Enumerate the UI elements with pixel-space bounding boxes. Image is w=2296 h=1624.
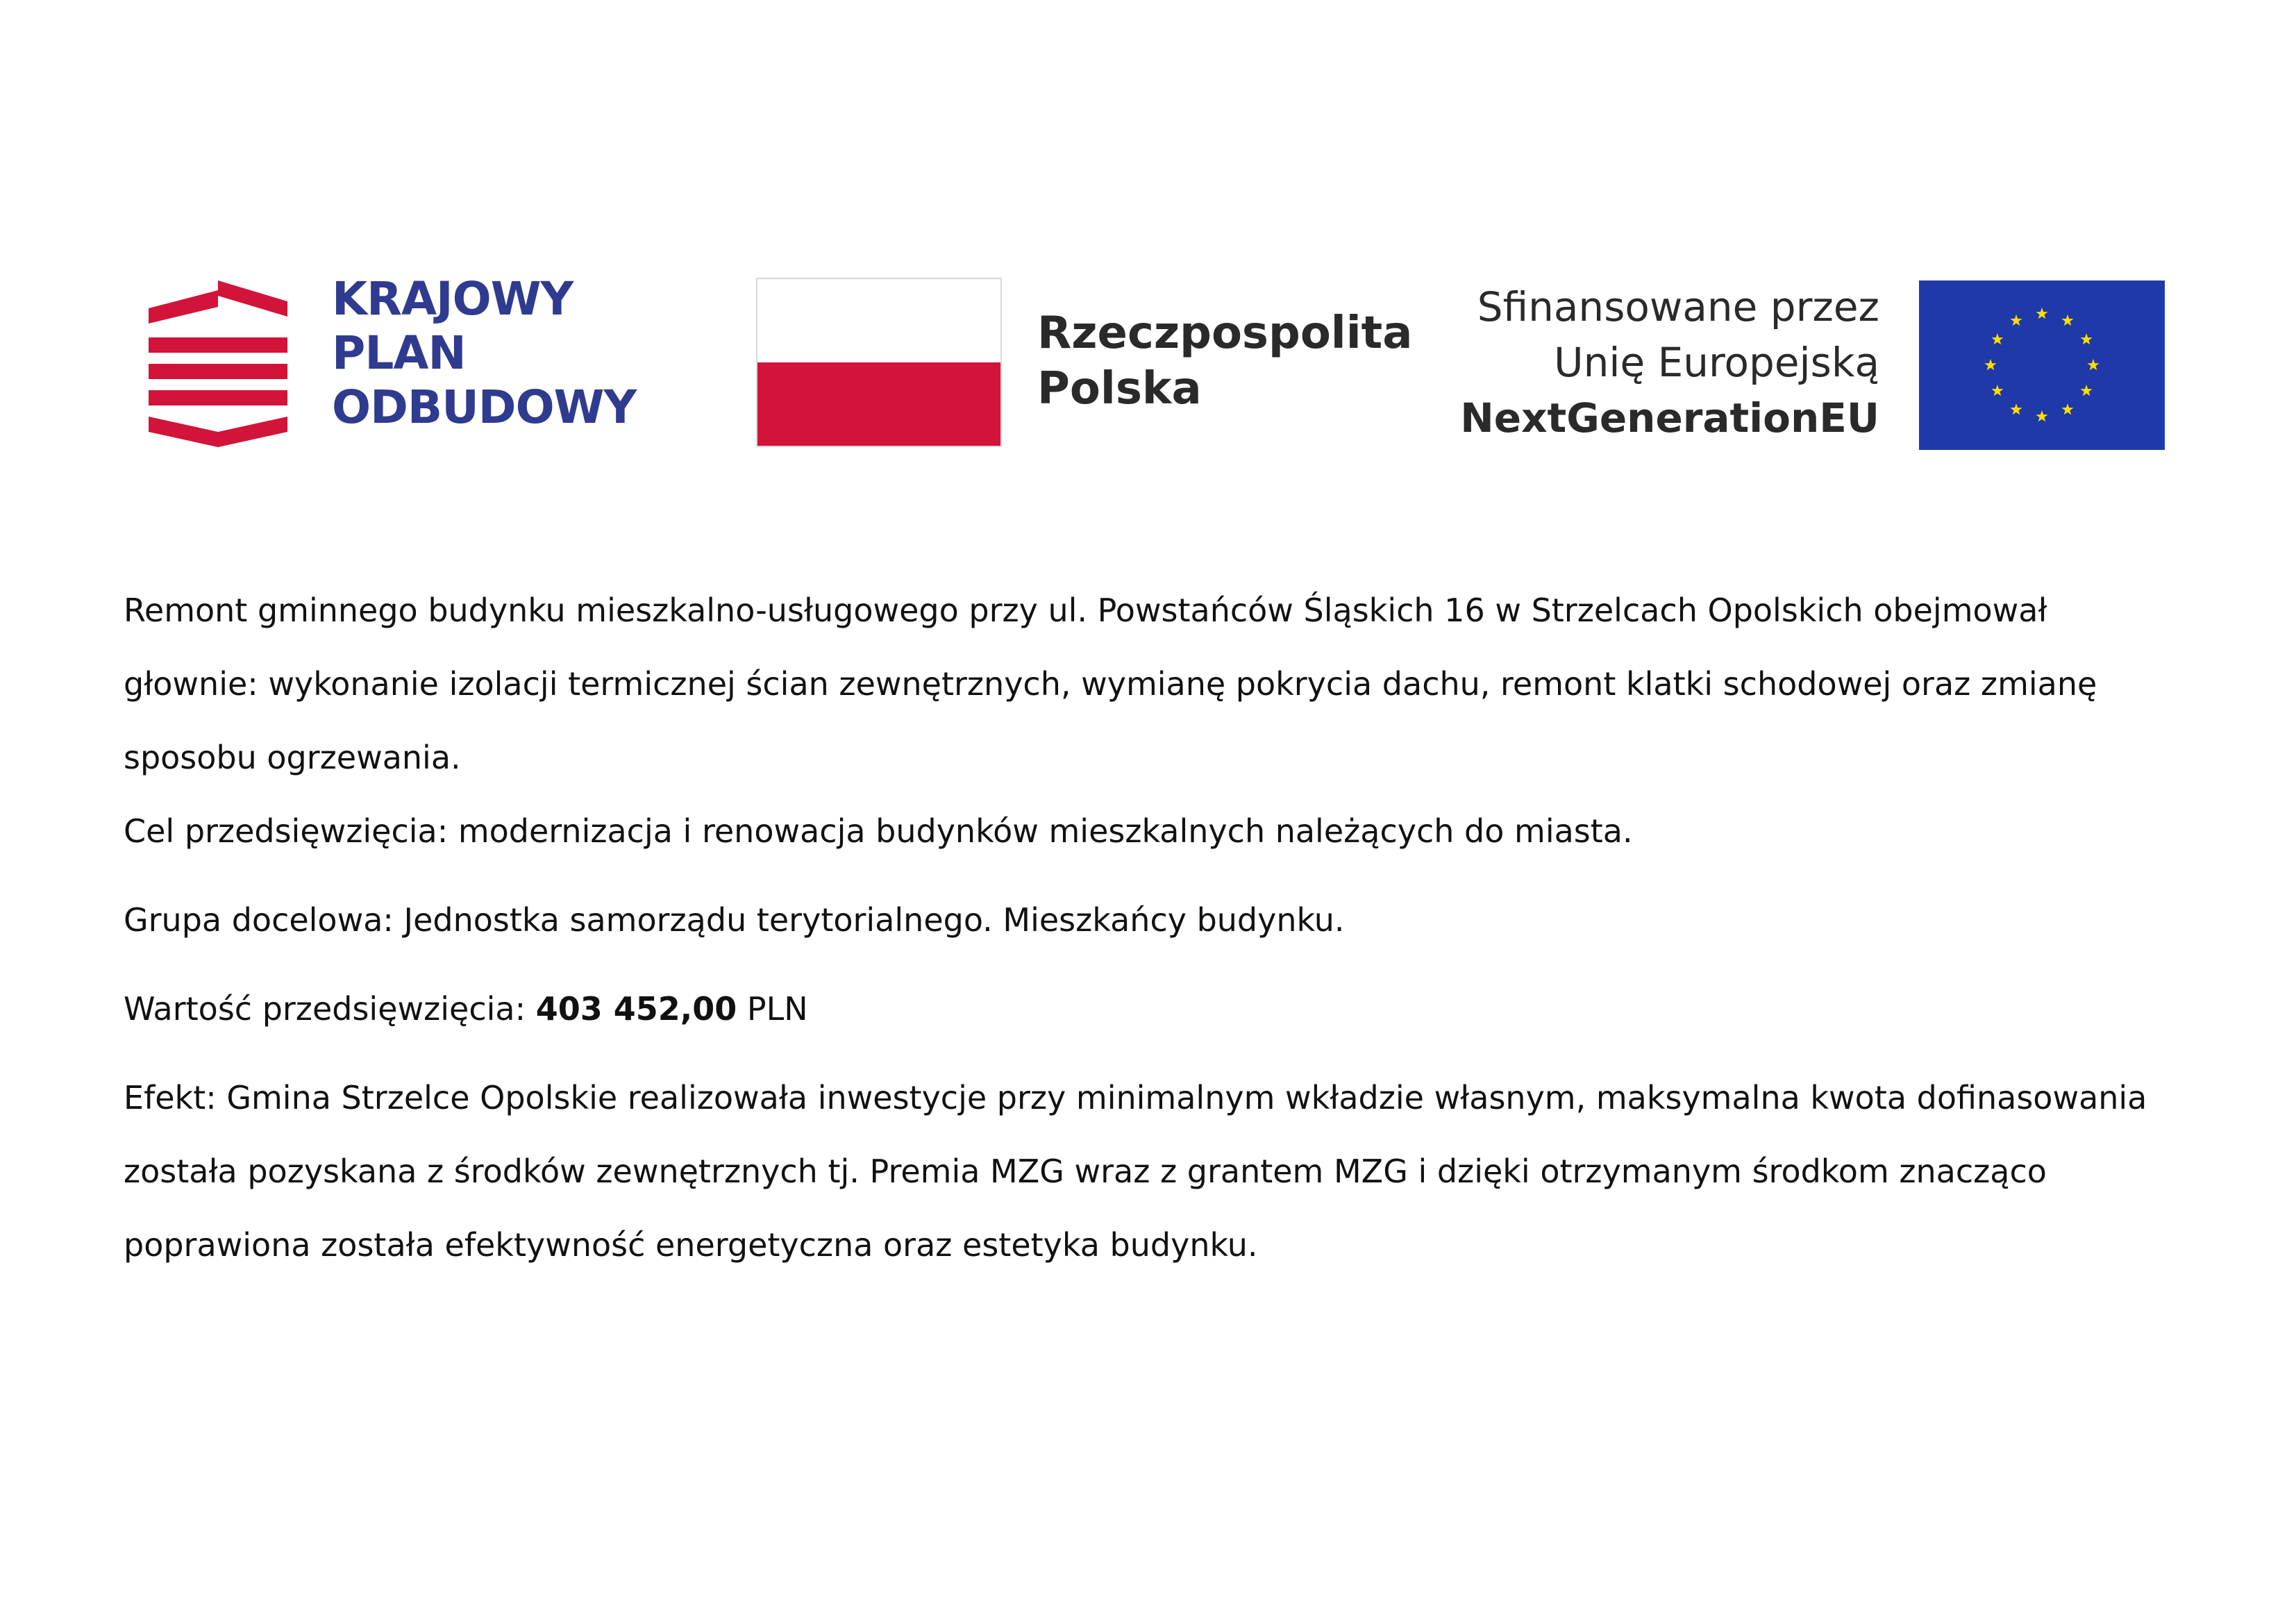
eu-line-3: NextGenerationEU [1460,394,1879,442]
poland-line-1: Rzeczpospolita [1037,308,1413,359]
value-paragraph [124,972,2179,1046]
logo-bar [0,0,2296,486]
value-amount: 403 452,00 [535,990,737,1028]
description-paragraph: Remont gminnego budynku mieszkalno-usługowego przy ul. Powstańców Śląskich 16 w Strzelcach Opolskich obejmował głownie: wykonanie izolacji termicznej ścian zewnętrznych, wymianę pokrycia dachu, remont klatki schodowej oraz zmianę sposobu ogrzewania. [124,592,2097,776]
eu-line-1: Sfinansowane przez [1477,283,1879,330]
target-group-paragraph: Grupa docelowa: Jednostka samorządu terytorialnego. Mieszkańcy budynku. [124,901,1345,939]
value-currency: PLN [737,990,808,1028]
kpo-logo-icon [149,281,287,447]
poland-logo-text [1037,305,1412,417]
project-description [124,574,2179,1282]
effect-paragraph: Efekt: Gmina Strzelce Opolskie realizowała inwestycje przy minimalnym wkładzie własnym, maksymalna kwota dofinasowania została pozyskana z środków zewnętrznych tj. Premia MZG wraz z grantem MZG i dzięki otrzymanym środkom znacząco poprawiona została efektywność energetyczna oraz estetyka budynku. [124,1079,2147,1264]
kpo-line-3: ODBUDOWY [332,380,637,434]
eu-logo-text [1460,279,1879,446]
kpo-logo-text [332,272,636,435]
eu-flag-icon [1919,281,2165,450]
kpo-line-2: PLAN [332,326,466,380]
eu-line-2: Unię Europejską [1554,339,1879,386]
kpo-line-1: KRAJOWY [332,272,573,326]
goal-paragraph: Cel przedsięwzięcia: modernizacja i renowacja budynków mieszkalnych należących do miasta. [124,812,1633,850]
polish-flag-icon [756,278,1002,447]
poland-line-2: Polska [1037,363,1202,415]
value-label: Wartość przedsięwzięcia: [124,990,536,1028]
